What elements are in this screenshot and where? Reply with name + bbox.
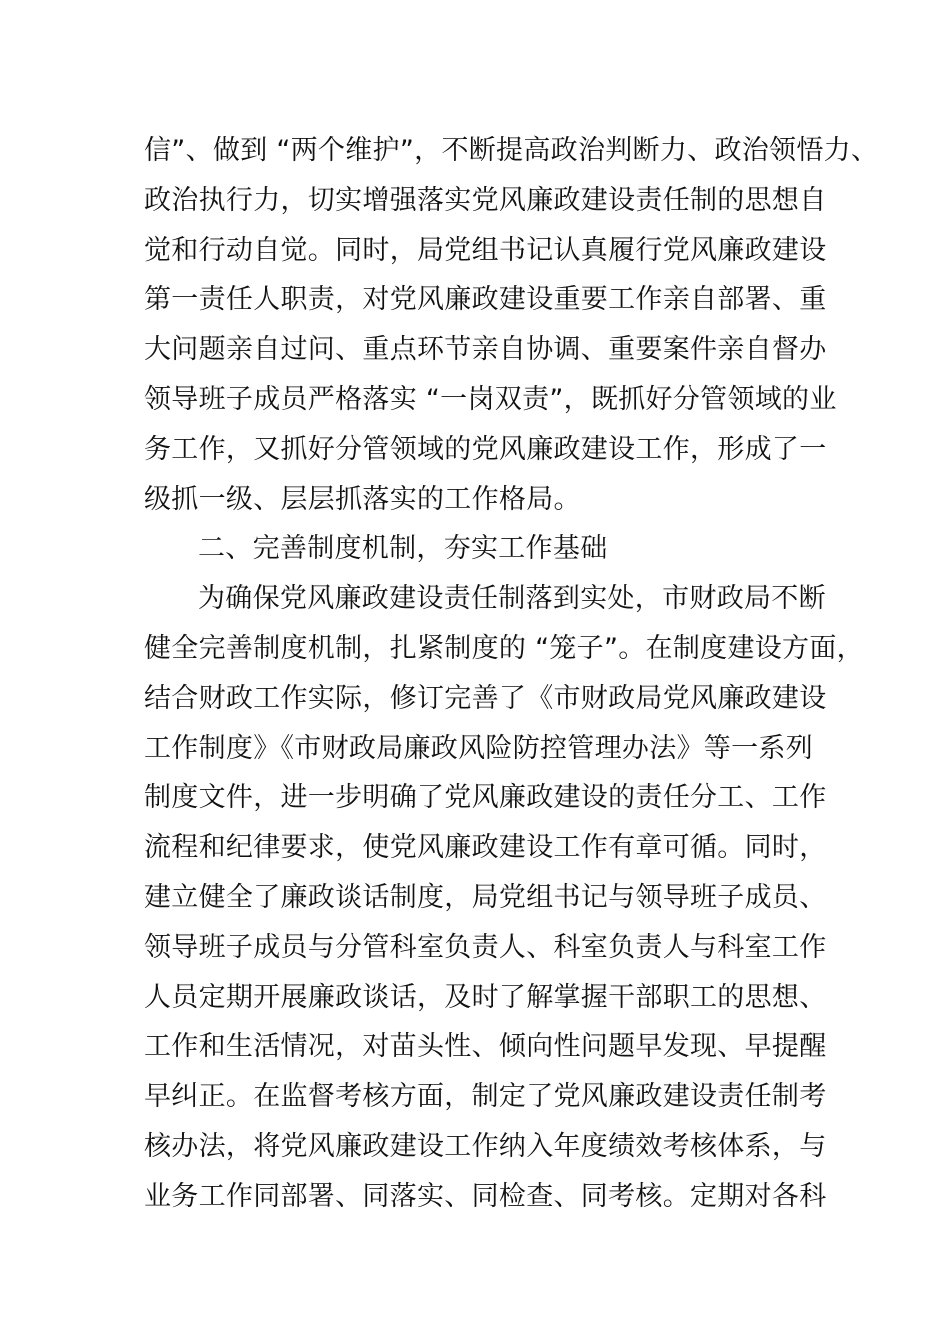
section-heading: 二、完善制度机制，夯实工作基础 (198, 533, 608, 565)
text-line: 第一责任人职责，对党风廉政建设重要工作亲自部署、重 (144, 284, 827, 316)
text-line: 为确保党风廉政建设责任制落到实处，市财政局不断 (198, 583, 826, 615)
text-line: 政治执行力，切实增强落实党风廉政建设责任制的思想自 (144, 184, 827, 216)
text-line: 工作和生活情况，对苗头性、倾向性问题早发现、早提醒 (144, 1031, 827, 1063)
text-line: 信”、做到 “两个维护”，不断提高政治判断力、政治领悟力、 (144, 135, 879, 166)
text-line: 人员定期开展廉政谈话，及时了解掌握干部职工的思想、 (144, 981, 827, 1013)
text-line: 健全完善制度机制，扎紧制度的 “笼子”。在制度建设方面， (144, 632, 864, 664)
text-line: 领导班子成员严格落实 “一岗双责”，既抓好分管领域的业 (144, 383, 837, 415)
text-line: 工作制度》《市财政局廉政风险防控管理办法》等一系列 (144, 732, 813, 764)
body-text (144, 126, 879, 1222)
text-line: 觉和行动自觉。同时，局党组书记认真履行党风廉政建设 (144, 234, 827, 266)
text-line: 务工作，又抓好分管领域的党风廉政建设工作，形成了一 (144, 433, 827, 465)
text-line: 流程和纪律要求，使党风廉政建设工作有章可循。同时， (144, 832, 827, 864)
text-line: 领导班子成员与分管科室负责人、科室负责人与科室工作 (144, 931, 827, 963)
text-line: 建立健全了廉政谈话制度，局党组书记与领导班子成员、 (144, 881, 827, 913)
text-line: 大问题亲自过问、重点环节亲自协调、重要案件亲自督办 (144, 334, 827, 366)
text-line: 核办法，将党风廉政建设工作纳入年度绩效考核体系，与 (144, 1130, 827, 1162)
text-line: 结合财政工作实际，修订完善了《市财政局党风廉政建设 (144, 682, 827, 714)
text-line: 级抓一级、层层抓落实的工作格局。 (144, 483, 581, 515)
text-line: 早纠正。在监督考核方面，制定了党风廉政建设责任制考 (144, 1081, 827, 1113)
text-line: 业务工作同部署、同落实、同检查、同考核。定期对各科 (144, 1180, 827, 1212)
text-line: 制度文件，进一步明确了党风廉政建设的责任分工、工作 (144, 782, 827, 814)
